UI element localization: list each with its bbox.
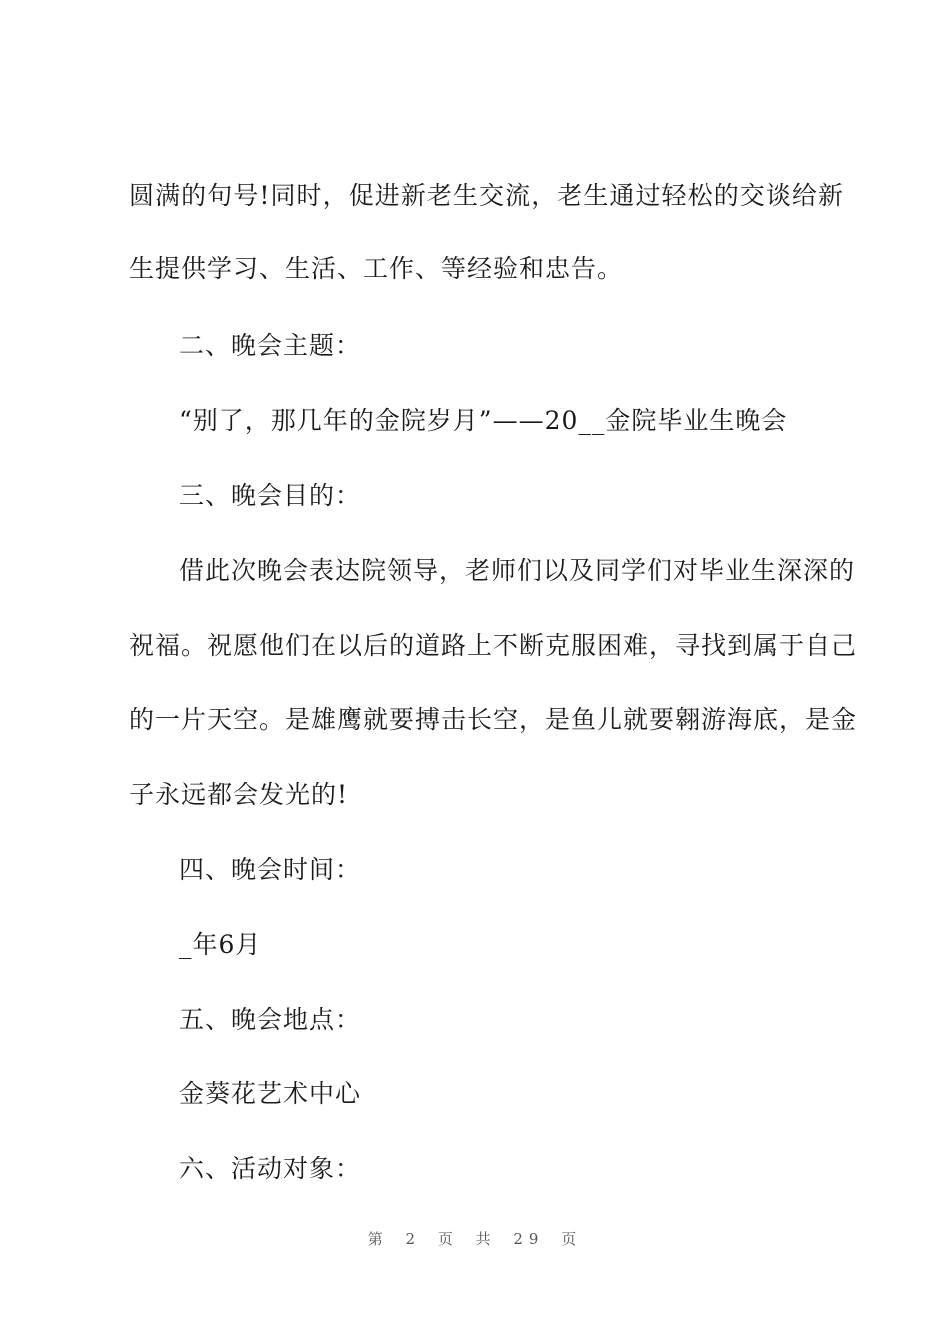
paragraph-line: 圆满的句号!同时，促进新老生交流，老生通过轻松的交谈给新 xyxy=(129,181,844,210)
section-heading-theme: 二、晚会主题： xyxy=(179,331,362,360)
theme-text: “别了，那几年的金院岁月”——20__金院毕业生晚会 xyxy=(179,406,788,435)
section-heading-purpose: 三、晚会目的： xyxy=(179,481,362,510)
paragraph-line: 生提供学习、生活、工作、等经验和忠告。 xyxy=(129,254,624,283)
paragraph-line: 的一片天空。是雄鹰就要搏击长空，是鱼儿就要翱游海底，是金 xyxy=(129,705,858,734)
paragraph-line: 子永远都会发光的! xyxy=(129,780,349,809)
time-text: _年6月 xyxy=(179,930,262,959)
paragraph-line: 祝福。祝愿他们在以后的道路上不断克服困难，寻找到属于自己 xyxy=(129,631,858,660)
page-number-footer: 第 2 页 共 29 页 xyxy=(367,1230,583,1248)
section-heading-time: 四、晚会时间： xyxy=(179,855,362,884)
section-heading-location: 五、晚会地点： xyxy=(179,1005,362,1034)
paragraph-line: 借此次晚会表达院领导，老师们以及同学们对毕业生深深的 xyxy=(179,556,856,585)
location-text: 金葵花艺术中心 xyxy=(179,1079,362,1108)
section-heading-audience: 六、活动对象： xyxy=(179,1154,362,1183)
